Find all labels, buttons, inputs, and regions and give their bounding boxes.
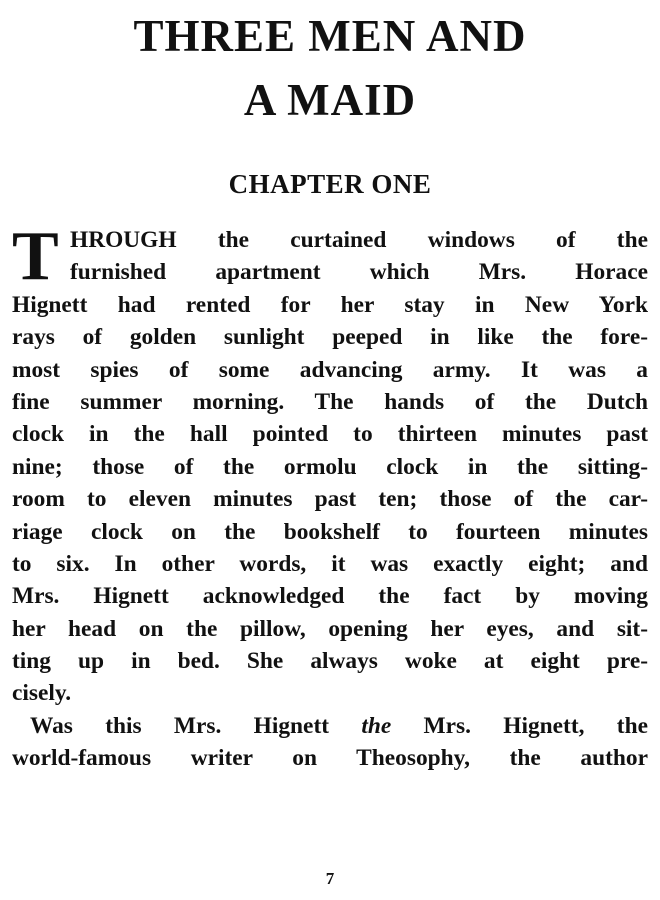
text-line: Mrs. Hignett acknowledged the fact by moving bbox=[12, 583, 648, 610]
text-line: room to eleven minutes past ten; those of the car- bbox=[12, 486, 648, 513]
text-line: cisely. bbox=[12, 680, 72, 707]
drop-cap-letter: T bbox=[12, 218, 59, 295]
text-line: her head on the pillow, opening her eyes, and sit- bbox=[12, 615, 648, 642]
text-line: most spies of some advancing army. It was a bbox=[12, 356, 648, 383]
chapter-body-text bbox=[12, 218, 648, 775]
book-title-line-2: A MAID bbox=[243, 75, 417, 125]
text-line: nine; those of the ormolu clock in the sitting- bbox=[12, 453, 648, 480]
page-number: 7 bbox=[325, 869, 335, 888]
text-line: HROUGH the curtained windows of the bbox=[70, 227, 648, 253]
book-title bbox=[0, 4, 660, 132]
text-line: to six. In other words, it was exactly eight; and bbox=[12, 550, 648, 577]
text-line: ting up in bed. She always woke at eight pre- bbox=[12, 648, 648, 675]
book-title-line-1: THREE MEN AND bbox=[133, 11, 527, 61]
text-line: furnished apartment which Mrs. Horace bbox=[70, 259, 648, 286]
text-line: riage clock on the bookshelf to fourteen minutes bbox=[12, 518, 648, 545]
text-segment: Was this Mrs. Hignett bbox=[30, 712, 362, 739]
emphasized-word: the bbox=[361, 712, 392, 739]
text-line: rays of golden sunlight peeped in like the fore- bbox=[12, 324, 648, 351]
text-segment: Mrs. Hignett, the bbox=[391, 712, 648, 739]
text-line-paragraph-2 bbox=[12, 710, 648, 742]
text-line: fine summer morning. The hands of the Dutch bbox=[12, 388, 648, 415]
text-line: Hignett had rented for her stay in New York bbox=[12, 291, 648, 318]
text-line: clock in the hall pointed to thirteen minutes past bbox=[12, 421, 648, 448]
text-line: world-famous writer on Theosophy, the author bbox=[12, 745, 648, 772]
chapter-heading: CHAPTER ONE bbox=[228, 169, 432, 199]
